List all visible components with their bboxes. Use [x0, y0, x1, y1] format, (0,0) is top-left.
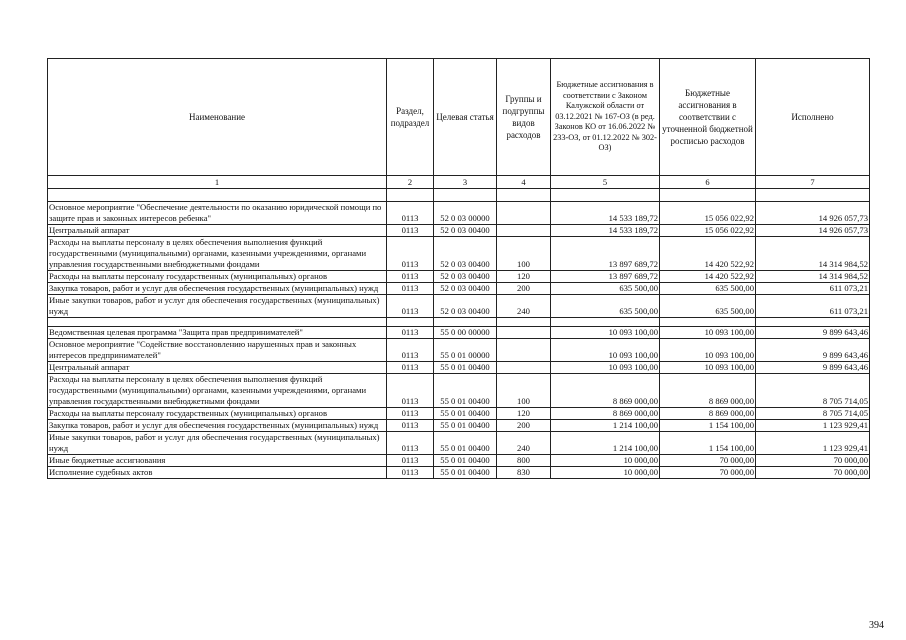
row-group — [497, 225, 551, 237]
row-section: 0113 — [387, 420, 434, 432]
row-executed-amount: 611 073,21 — [756, 283, 870, 295]
budget-table — [47, 58, 870, 479]
spacer-cell — [387, 189, 434, 202]
row-section: 0113 — [387, 374, 434, 408]
column-number: 7 — [756, 176, 870, 189]
spacer-cell — [434, 189, 497, 202]
row-name: Основное мероприятие "Обеспечение деятельности по оказанию юридической помощи по защите прав и законных интересов ребенка" — [48, 202, 387, 225]
row-executed-amount: 14 926 057,73 — [756, 225, 870, 237]
spacer-cell — [660, 318, 756, 327]
header-executed: Исполнено — [756, 59, 870, 176]
row-updated-amount: 8 869 000,00 — [660, 374, 756, 408]
row-executed-amount: 1 123 929,41 — [756, 420, 870, 432]
row-law-amount: 8 869 000,00 — [551, 374, 660, 408]
spacer-cell — [551, 318, 660, 327]
row-law-amount: 1 214 100,00 — [551, 432, 660, 455]
row-group: 120 — [497, 408, 551, 420]
row-section: 0113 — [387, 283, 434, 295]
row-target: 55 0 01 00400 — [434, 408, 497, 420]
row-group: 100 — [497, 374, 551, 408]
table-row — [48, 408, 870, 420]
row-executed-amount: 14 314 984,52 — [756, 271, 870, 283]
table-row — [48, 237, 870, 271]
row-law-amount: 10 000,00 — [551, 467, 660, 479]
row-section: 0113 — [387, 271, 434, 283]
row-target: 52 0 03 00000 — [434, 202, 497, 225]
row-updated-amount: 14 420 522,92 — [660, 237, 756, 271]
row-target: 55 0 01 00400 — [434, 362, 497, 374]
row-group: 240 — [497, 432, 551, 455]
row-law-amount: 635 500,00 — [551, 283, 660, 295]
column-number: 2 — [387, 176, 434, 189]
row-section: 0113 — [387, 225, 434, 237]
row-executed-amount: 611 073,21 — [756, 295, 870, 318]
spacer-cell — [387, 318, 434, 327]
row-updated-amount: 10 093 100,00 — [660, 327, 756, 339]
header-row — [48, 59, 870, 176]
row-law-amount: 13 897 689,72 — [551, 271, 660, 283]
table-row — [48, 283, 870, 295]
row-target: 55 0 01 00400 — [434, 420, 497, 432]
row-name: Закупка товаров, работ и услуг для обеспечения государственных (муниципальных) нужд — [48, 283, 387, 295]
row-section: 0113 — [387, 237, 434, 271]
row-executed-amount: 9 899 643,46 — [756, 339, 870, 362]
row-law-amount: 10 093 100,00 — [551, 362, 660, 374]
row-executed-amount: 8 705 714,05 — [756, 408, 870, 420]
row-executed-amount: 70 000,00 — [756, 455, 870, 467]
row-target: 52 0 03 00400 — [434, 225, 497, 237]
row-target: 52 0 03 00400 — [434, 237, 497, 271]
spacer-cell — [551, 189, 660, 202]
row-group: 120 — [497, 271, 551, 283]
header-law-allocation: Бюджетные ассигнования в соответствии с Законом Калужской области от 03.12.2021 № 167-ОЗ (в ред. Законов КО от 16.06.2022 № 233-ОЗ, от 01.12.2022 № 302-ОЗ) — [551, 59, 660, 176]
row-group: 100 — [497, 237, 551, 271]
row-updated-amount: 14 420 522,92 — [660, 271, 756, 283]
row-law-amount: 1 214 100,00 — [551, 420, 660, 432]
row-executed-amount: 1 123 929,41 — [756, 432, 870, 455]
row-updated-amount: 15 056 022,92 — [660, 225, 756, 237]
row-group — [497, 327, 551, 339]
table-row — [48, 327, 870, 339]
row-name: Расходы на выплаты персоналу в целях обеспечения выполнения функций государственными (муниципальными) органами, казенными учреждениями, органами управления государственными внебюджетными фондами — [48, 374, 387, 408]
spacer-row — [48, 318, 870, 327]
spacer-cell — [497, 318, 551, 327]
row-group — [497, 339, 551, 362]
row-executed-amount: 70 000,00 — [756, 467, 870, 479]
row-target: 55 0 00 00000 — [434, 327, 497, 339]
row-updated-amount: 1 154 100,00 — [660, 420, 756, 432]
row-updated-amount: 70 000,00 — [660, 455, 756, 467]
row-section: 0113 — [387, 408, 434, 420]
row-name: Расходы на выплаты персоналу в целях обеспечения выполнения функций государственными (муниципальными) органами, казенными учреждениями, органами управления государственными внебюджетными фондами — [48, 237, 387, 271]
column-number: 1 — [48, 176, 387, 189]
row-updated-amount: 10 093 100,00 — [660, 362, 756, 374]
row-law-amount: 14 533 189,72 — [551, 202, 660, 225]
row-updated-amount: 635 500,00 — [660, 283, 756, 295]
row-law-amount: 10 000,00 — [551, 455, 660, 467]
table-row — [48, 467, 870, 479]
row-section: 0113 — [387, 202, 434, 225]
table-row — [48, 271, 870, 283]
row-group: 200 — [497, 420, 551, 432]
row-target: 55 0 01 00000 — [434, 339, 497, 362]
table-row — [48, 339, 870, 362]
row-target: 55 0 01 00400 — [434, 374, 497, 408]
row-updated-amount: 635 500,00 — [660, 295, 756, 318]
row-group: 830 — [497, 467, 551, 479]
spacer-cell — [756, 318, 870, 327]
row-executed-amount: 8 705 714,05 — [756, 374, 870, 408]
row-section: 0113 — [387, 455, 434, 467]
header-group: Группы и подгруппы видов расходов — [497, 59, 551, 176]
row-group: 240 — [497, 295, 551, 318]
spacer-cell — [756, 189, 870, 202]
column-number: 4 — [497, 176, 551, 189]
header-updated-allocation: Бюджетные ассигнования в соответствии с уточненной бюджетной росписью расходов — [660, 59, 756, 176]
row-updated-amount: 10 093 100,00 — [660, 339, 756, 362]
table-row — [48, 202, 870, 225]
table-row — [48, 432, 870, 455]
page-number: 394 — [869, 620, 884, 631]
table-body — [48, 189, 870, 479]
row-updated-amount: 1 154 100,00 — [660, 432, 756, 455]
row-name: Закупка товаров, работ и услуг для обеспечения государственных (муниципальных) нужд — [48, 420, 387, 432]
row-name: Исполнение судебных актов — [48, 467, 387, 479]
table-row — [48, 420, 870, 432]
row-updated-amount: 8 869 000,00 — [660, 408, 756, 420]
table-row — [48, 225, 870, 237]
row-executed-amount: 9 899 643,46 — [756, 362, 870, 374]
row-law-amount: 635 500,00 — [551, 295, 660, 318]
row-group — [497, 202, 551, 225]
row-target: 52 0 03 00400 — [434, 295, 497, 318]
table-row — [48, 374, 870, 408]
column-number: 3 — [434, 176, 497, 189]
row-name: Иные закупки товаров, работ и услуг для обеспечения государственных (муниципальных) нужд — [48, 432, 387, 455]
column-number-row — [48, 176, 870, 189]
table-row — [48, 362, 870, 374]
row-name: Основное мероприятие "Содействие восстановлению нарушенных прав и законных интересов предпринимателей" — [48, 339, 387, 362]
row-section: 0113 — [387, 432, 434, 455]
row-law-amount: 14 533 189,72 — [551, 225, 660, 237]
row-law-amount: 13 897 689,72 — [551, 237, 660, 271]
row-name: Ведомственная целевая программа "Защита прав предпринимателей" — [48, 327, 387, 339]
row-section: 0113 — [387, 295, 434, 318]
row-name: Расходы на выплаты персоналу государственных (муниципальных) органов — [48, 271, 387, 283]
row-executed-amount: 14 926 057,73 — [756, 202, 870, 225]
row-section: 0113 — [387, 362, 434, 374]
column-number: 6 — [660, 176, 756, 189]
spacer-cell — [48, 318, 387, 327]
header-target: Целевая статья — [434, 59, 497, 176]
spacer-cell — [48, 189, 387, 202]
row-name: Центральный аппарат — [48, 225, 387, 237]
row-group: 800 — [497, 455, 551, 467]
row-law-amount: 10 093 100,00 — [551, 339, 660, 362]
row-name: Расходы на выплаты персоналу государственных (муниципальных) органов — [48, 408, 387, 420]
table-row — [48, 455, 870, 467]
row-target: 52 0 03 00400 — [434, 283, 497, 295]
row-executed-amount: 14 314 984,52 — [756, 237, 870, 271]
row-target: 52 0 03 00400 — [434, 271, 497, 283]
spacer-row — [48, 189, 870, 202]
budget-table-sheet — [47, 58, 869, 479]
spacer-cell — [434, 318, 497, 327]
row-updated-amount: 15 056 022,92 — [660, 202, 756, 225]
column-number: 5 — [551, 176, 660, 189]
row-target: 55 0 01 00400 — [434, 455, 497, 467]
row-name: Иные бюджетные ассигнования — [48, 455, 387, 467]
row-group: 200 — [497, 283, 551, 295]
row-section: 0113 — [387, 339, 434, 362]
row-group — [497, 362, 551, 374]
row-target: 55 0 01 00400 — [434, 432, 497, 455]
row-name: Иные закупки товаров, работ и услуг для обеспечения государственных (муниципальных) нужд — [48, 295, 387, 318]
spacer-cell — [660, 189, 756, 202]
spacer-cell — [497, 189, 551, 202]
row-law-amount: 10 093 100,00 — [551, 327, 660, 339]
row-law-amount: 8 869 000,00 — [551, 408, 660, 420]
row-target: 55 0 01 00400 — [434, 467, 497, 479]
row-name: Центральный аппарат — [48, 362, 387, 374]
row-executed-amount: 9 899 643,46 — [756, 327, 870, 339]
header-section: Раздел, подраздел — [387, 59, 434, 176]
table-row — [48, 295, 870, 318]
header-name: Наименование — [48, 59, 387, 176]
row-section: 0113 — [387, 467, 434, 479]
row-updated-amount: 70 000,00 — [660, 467, 756, 479]
row-section: 0113 — [387, 327, 434, 339]
